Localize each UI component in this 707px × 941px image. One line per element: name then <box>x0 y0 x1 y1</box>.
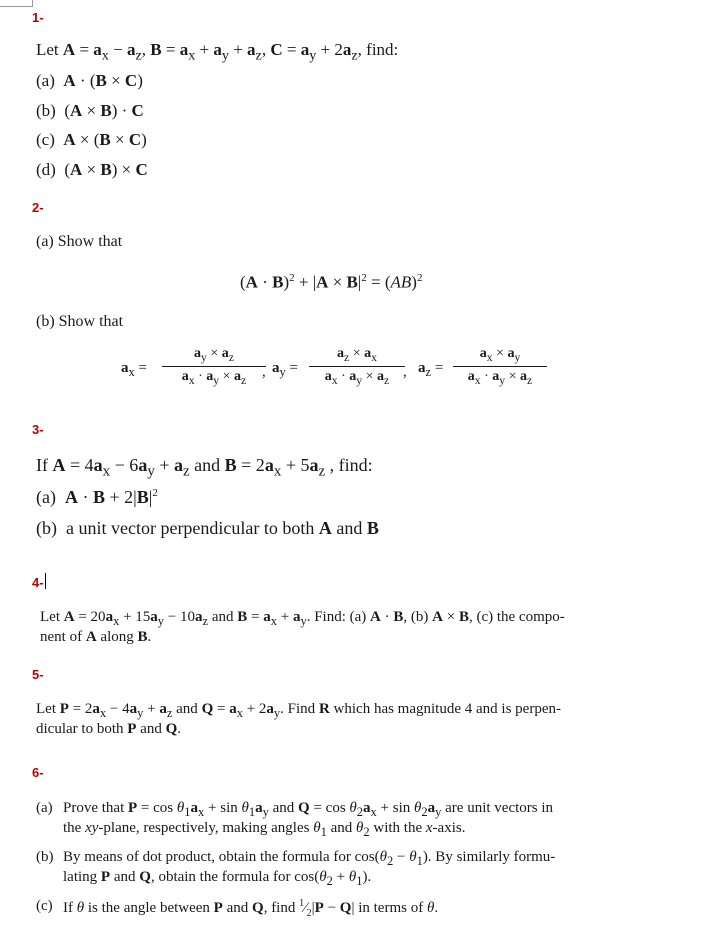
eq-az-lhs: $a_z$ = <box>418 360 444 379</box>
eq-ax-fraction <box>162 346 266 387</box>
problem-2b-label: (b) Show that <box>36 313 124 330</box>
section-2-number: 2- <box>32 200 44 215</box>
eq-ay-denominator: $a_x \cdot a_y \times a_z$ <box>324 368 390 387</box>
section-1-number: 1- <box>32 10 44 25</box>
eq-ax-numerator: $a_y \times a_z$ <box>162 346 266 367</box>
problem-1-intro: Let $A = a_x - a_z$, $B = a_x + a_y + a_z$, $C = a_y + 2a_z$, find: <box>36 40 399 64</box>
problem-5-line-1: Let $P = 2a_x - 4a_y + a_z$ and $Q = a_x + 2a_y$. Find R which has magnitude 4 and is perpen- <box>36 701 561 720</box>
problem-6a-line-2: the xy-plane, respectively, making angles $\theta_1$ and $\theta_2$ with the x-axis. <box>63 820 466 839</box>
problem-1-item-d: (d) (A × B) × C <box>36 160 148 179</box>
eq-ay-lhs: $a_y$ = <box>272 360 298 379</box>
problem-4-line-1: Let $A = 20a_x + 15a_y - 10a_z$ and $B = a_x + a_y$. Find: (a) A · B, (b) A × B, (c) the compo- <box>40 609 565 628</box>
problem-3-intro: If $A = 4a_x - 6a_y + a_z$ and $B = 2a_x + 5a_z$ , find: <box>36 455 373 480</box>
eq-az-denominator: $a_x \cdot a_y \times a_z$ <box>467 368 533 387</box>
page-corner-mark <box>0 0 33 7</box>
problem-6a-line-1: Prove that $P = \cos \theta_1a_x + \sin \theta_1a_y$ and $Q = \cos \theta_2a_x + \sin \theta_2a_y$ are unit vectors in <box>63 800 554 819</box>
mirror-p1-intro <box>0 0 1 1</box>
problem-6b-line-1: By means of dot product, obtain the formula for $\cos(\theta_2 - \theta_1)$. By similarly formu- <box>63 849 556 868</box>
problem-1-item-b: (b) (A × B) · C <box>36 101 144 120</box>
section-4-number-text: 4- <box>32 575 44 590</box>
problem-6b-line-2: lating P and Q, obtain the formula for $\cos(\theta_2 + \theta_1)$. <box>63 869 372 888</box>
problem-1-item-c: (c) A × (B × C) <box>36 130 147 149</box>
eq-ax-comma: , <box>262 364 266 380</box>
eq-ay-numerator: $a_z \times a_x$ <box>309 346 405 367</box>
eq-az-numerator: $a_x \times a_y$ <box>453 346 547 367</box>
text-cursor <box>45 573 46 589</box>
problem-3-item-a: (a) $A \cdot B + 2|B|^2$ <box>36 487 158 507</box>
eq-ax-denominator: $a_x \cdot a_y \times a_z$ <box>181 368 247 387</box>
problem-2a-label: (a) Show that <box>36 233 123 250</box>
problem-6c-label: (c) <box>36 898 53 914</box>
problem-4-line-2: nent of A along B. <box>40 629 152 645</box>
eq-ay-comma: , <box>403 364 407 380</box>
problem-6a-label: (a) <box>36 800 53 816</box>
section-5-number: 5- <box>32 667 44 682</box>
eq-az-fraction <box>453 346 547 387</box>
problem-6b-label: (b) <box>36 849 54 865</box>
problem-1-item-a: (a) A · (B × C) <box>36 71 143 90</box>
problem-5-line-2: dicular to both P and Q. <box>36 721 181 737</box>
problem-2a-equation: $(A \cdot B)^2 + |A \times B|^2 = (AB)^2$ <box>240 272 423 292</box>
problem-6c-line-1: If θ is the angle between P and Q, find $^1⁄_2|P - Q|$ in terms of θ. <box>63 898 439 919</box>
eq-ax-lhs: $a_x$ = <box>121 360 147 379</box>
section-4-number <box>32 573 46 590</box>
section-6-number: 6- <box>32 765 44 780</box>
section-3-number: 3- <box>32 422 44 437</box>
problem-3-item-b: (b) a unit vector perpendicular to both A and B <box>36 518 379 538</box>
eq-ay-fraction <box>309 346 405 387</box>
